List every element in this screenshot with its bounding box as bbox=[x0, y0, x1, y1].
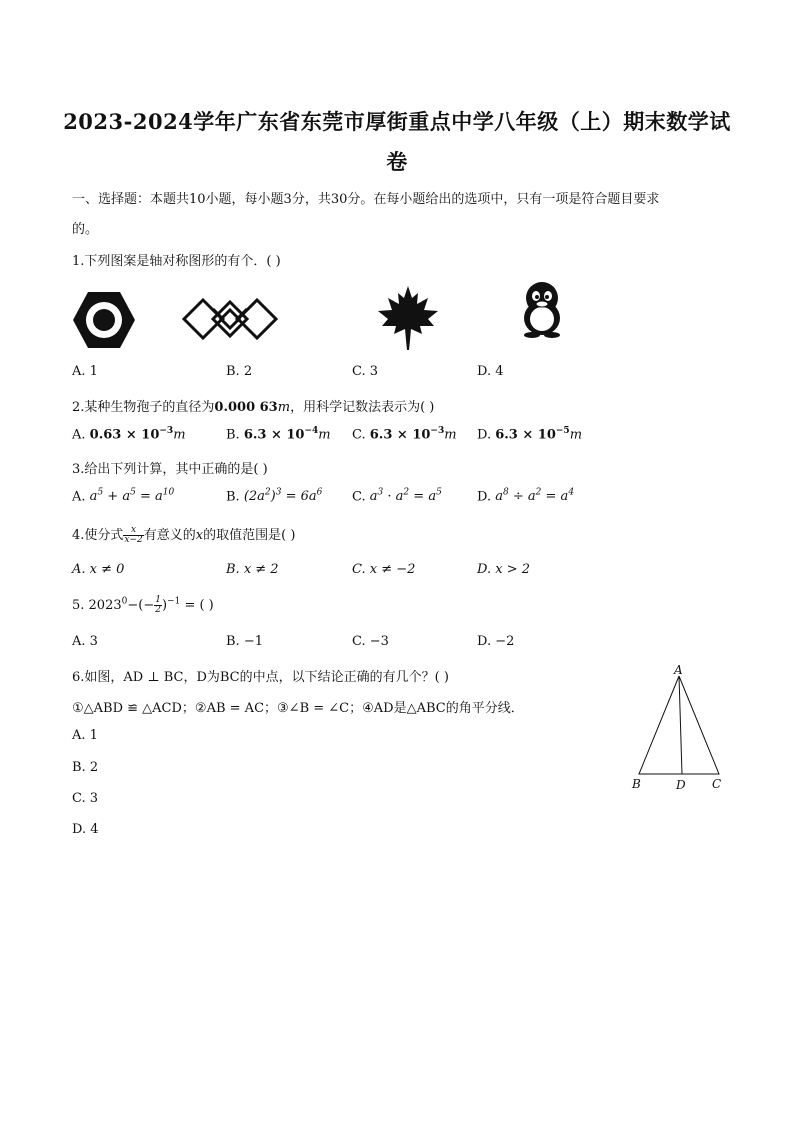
question-4-fraction bbox=[123, 526, 143, 545]
question-4-option-c: C. x ≠ −2 bbox=[352, 562, 416, 577]
question-2-option-d bbox=[477, 426, 582, 442]
question-3-stem: 3.给出下列计算，其中正确的是( ) bbox=[72, 462, 268, 477]
question-4-stem-part1: 4.使分式 bbox=[72, 528, 124, 543]
question-5-fraction bbox=[154, 596, 162, 615]
option-label: A. bbox=[72, 427, 86, 443]
question-5-stem-part3: ) bbox=[161, 598, 168, 613]
option-exp: −4 bbox=[304, 426, 319, 436]
question-2-option-b bbox=[226, 426, 331, 442]
option-unit: m bbox=[173, 427, 186, 443]
fraction-denominator: x−2 bbox=[124, 535, 143, 545]
question-5-exponent-0: 0 bbox=[121, 596, 128, 607]
question-1-option-c: C. 3 bbox=[352, 364, 379, 379]
option-label: D. bbox=[477, 427, 492, 443]
question-2-option-c bbox=[352, 426, 457, 442]
question-2-number: 0.000 63 bbox=[214, 400, 278, 415]
option-label: B. bbox=[226, 489, 240, 505]
question-4-stem bbox=[72, 524, 295, 545]
question-4-option-a: A. x ≠ 0 bbox=[72, 562, 125, 577]
question-2-stem-part2: ，用科学记数法表示为( ) bbox=[290, 400, 435, 415]
maple-leaf-icon bbox=[376, 284, 440, 350]
question-6-option-c: C. 3 bbox=[72, 791, 99, 806]
question-2-unit: m bbox=[277, 400, 291, 415]
question-1-option-a: A. 1 bbox=[72, 364, 98, 379]
question-6-statements: ①△ABD ≌ △ACD；②AB = AC；③∠B = ∠C；④AD是△ABC的角平分线． bbox=[72, 701, 524, 716]
page-title-line2: 卷 bbox=[386, 149, 408, 174]
option-unit: m bbox=[569, 427, 583, 443]
question-4-option-d: D. x > 2 bbox=[477, 562, 530, 577]
section-instructions-line2: 的。 bbox=[72, 222, 99, 237]
question-2-stem-part1: 2.某种生物孢子的直径为 bbox=[72, 400, 215, 415]
question-3-option-c: C. $a^3 \cdot a^2 = a^5$ bbox=[352, 488, 442, 505]
fraction-denominator: 2 bbox=[155, 605, 161, 615]
option-exp: −3 bbox=[159, 426, 174, 436]
question-3-option-d: D. $a^8 \div a^2 = a^4$ bbox=[477, 488, 575, 505]
question-5-stem bbox=[72, 596, 214, 615]
question-5-stem-part1: 5. 2023 bbox=[72, 598, 122, 613]
option-label: C. bbox=[352, 427, 366, 443]
section-instructions-line1: 一、选择题：本题共10小题，每小题3分，共30分。在每小题给出的选项中，只有一项是符合题目要求 bbox=[72, 192, 660, 207]
point-d-label: D bbox=[676, 778, 686, 792]
knot-pattern-icon bbox=[180, 296, 280, 342]
question-3-option-b: B. $(2a^2)^3 = 6a^6$ bbox=[226, 488, 323, 505]
option-exp: −3 bbox=[430, 426, 445, 436]
question-3-option-a: A. $a^5 + a^5 = a^{10}$ bbox=[72, 488, 175, 505]
penguin-icon bbox=[516, 280, 568, 338]
fraction-numerator: 1 bbox=[155, 595, 161, 605]
option-coef: 6.3 × 10 bbox=[369, 427, 431, 443]
vertex-a-label: A bbox=[674, 663, 683, 677]
question-1-option-d: D. 4 bbox=[477, 364, 504, 379]
option-unit: m bbox=[318, 427, 331, 443]
question-4-stem-part3: 的取值范围是( ) bbox=[203, 528, 296, 543]
question-4-stem-part2: 有意义的 bbox=[143, 528, 196, 543]
question-6-option-b: B. 2 bbox=[72, 760, 99, 775]
question-5-option-b: B. −1 bbox=[226, 634, 263, 649]
option-label: A. bbox=[72, 489, 86, 505]
option-label: D. bbox=[477, 489, 492, 505]
question-6-option-d: D. 4 bbox=[72, 822, 99, 837]
question-4-variable: x bbox=[195, 528, 204, 543]
hexagon-nut-icon bbox=[72, 290, 136, 350]
question-2-stem bbox=[72, 396, 434, 415]
question-5-stem-part2: −(− bbox=[127, 598, 155, 613]
question-4-option-b: B. x ≠ 2 bbox=[226, 562, 279, 577]
fraction-numerator: x bbox=[123, 526, 143, 536]
option-coef: 0.63 × 10 bbox=[89, 427, 160, 443]
vertex-c-label: C bbox=[712, 777, 722, 791]
option-label: B. bbox=[226, 427, 240, 443]
option-exp: −5 bbox=[555, 426, 570, 436]
question-5-option-c: C. −3 bbox=[352, 634, 389, 649]
question-2-option-a bbox=[72, 426, 186, 442]
question-1-stem: 1.下列图案是轴对称图形的有个．( ) bbox=[72, 254, 281, 269]
option-coef: 6.3 × 10 bbox=[243, 427, 305, 443]
question-1-option-b: B. 2 bbox=[226, 364, 253, 379]
page-title-line1: 2023-2024学年广东省东莞市厚街重点中学八年级（上）期末数学试 bbox=[63, 109, 731, 134]
option-unit: m bbox=[444, 427, 457, 443]
question-6-option-a: A. 1 bbox=[72, 728, 98, 743]
question-5-stem-part4: = ( ) bbox=[180, 598, 214, 613]
vertex-b-label: B bbox=[632, 777, 641, 791]
question-5-option-a: A. 3 bbox=[72, 634, 98, 649]
question-5-exponent-1: −1 bbox=[167, 596, 181, 607]
question-5-option-d: D. −2 bbox=[477, 634, 515, 649]
option-label: C. bbox=[352, 489, 366, 505]
option-coef: 6.3 × 10 bbox=[495, 427, 556, 443]
question-6-stem: 6.如图，AD ⊥ BC，D为BC的中点，以下结论正确的有几个？( ) bbox=[72, 670, 449, 685]
